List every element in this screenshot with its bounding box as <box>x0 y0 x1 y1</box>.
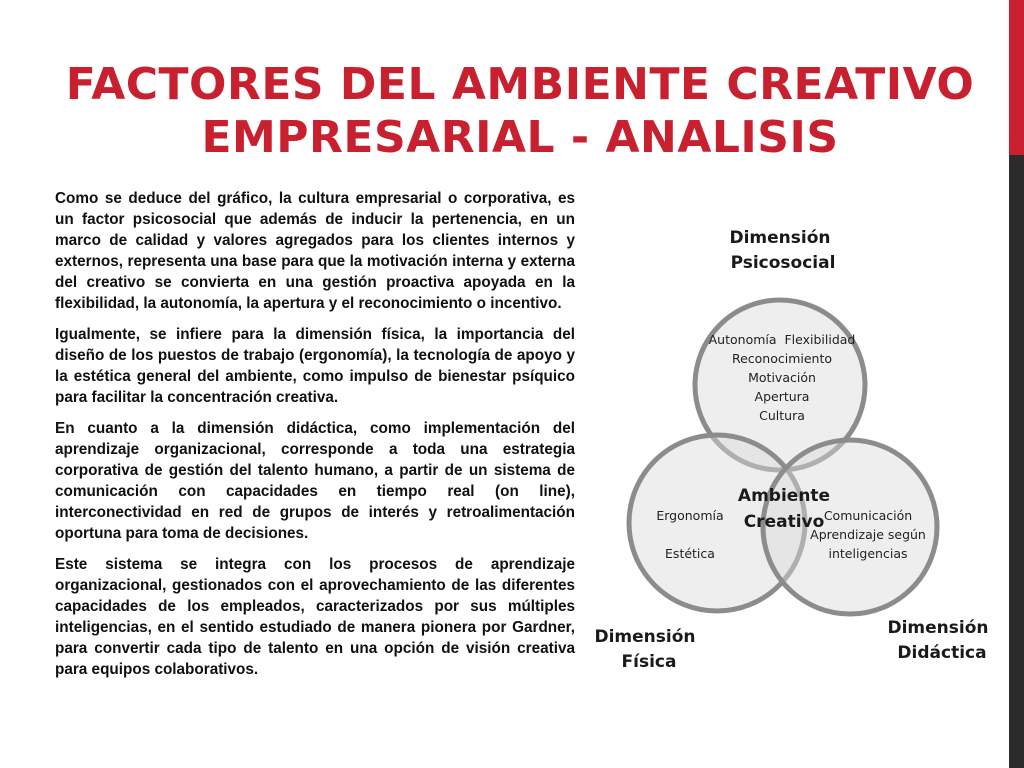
paragraph-3: En cuanto a la dimensión didáctica, como implementación del aprendizaje organizacional, corresponde a toda una estrategia corporativa de gestión del talento humano, a partir de un sistema de comunicación con capacidades en tiempo real (on line), interconectividad en red de grupos de interés y retroalimentación oportuna para toma de decisiones. <box>55 420 575 542</box>
psicosocial-item: Motivación <box>748 370 816 385</box>
venn-diagram <box>585 205 995 680</box>
psicosocial-item: Reconocimiento <box>731 351 833 366</box>
center-label-line-1: Ambiente <box>737 486 831 506</box>
psicosocial-title-line-1: Dimensión <box>729 228 831 248</box>
accent-bar-red <box>1009 0 1024 155</box>
body-text <box>55 188 575 690</box>
fisica-item: Ergonomía <box>656 508 724 523</box>
didactica-item: Comunicación <box>823 508 913 523</box>
didactica-item: Aprendizaje según <box>810 527 926 542</box>
center-label-line-2: Creativo <box>743 512 825 532</box>
psicosocial-title-line-2: Psicosocial <box>730 253 836 273</box>
psicosocial-item: Apertura <box>754 389 810 404</box>
fisica-item: Estética <box>665 546 715 561</box>
paragraph-4: Este sistema se integra con los procesos de aprendizaje organizacional, gestionados con el aprovechamiento de las diferentes capacidades de los empleados, caracterizados por sus múltiples inteligencias, en el sentido estudiado de manera pionera por Gardner, para convertir cada tipo de talento en una opción de visión creativa para equipos colaborativos. <box>55 556 575 678</box>
didactica-item: inteligencias <box>828 546 908 561</box>
title-line-1: FACTORES DEL AMBIENTE CREATIVO <box>65 59 975 110</box>
slide-title <box>40 58 1000 164</box>
fisica-title-line-1: Dimensión <box>594 627 696 647</box>
didactica-title-line-2: Didáctica <box>897 643 987 663</box>
didactica-title-line-1: Dimensión <box>887 618 989 638</box>
paragraph-2: Igualmente, se infiere para la dimensión física, la importancia del diseño de los puestos de trabajo (ergonomía), la tecnología de apoyo y la estética general del ambiente, como impulso de bienestar psíquico para facilitar la concentración creativa. <box>55 326 575 406</box>
psicosocial-item: Cultura <box>759 408 805 423</box>
fisica-title-line-2: Física <box>621 652 677 672</box>
accent-bar-dark <box>1009 155 1024 768</box>
title-line-2: EMPRESARIAL - ANALISIS <box>201 112 839 163</box>
paragraph-1: Como se deduce del gráfico, la cultura empresarial o corporativa, es un factor psicosocial que además de inducir la pertenencia, en un marco de calidad y valores agregados para los clientes internos y externos, representa una base para que la motivación interna y externa del creativo se convierta en una gestión proactiva apoyada en la flexibilidad, la autonomía, la apertura y el reconocimiento o incentivo. <box>55 190 575 312</box>
psicosocial-item: Autonomía Flexibilidad <box>708 332 856 347</box>
